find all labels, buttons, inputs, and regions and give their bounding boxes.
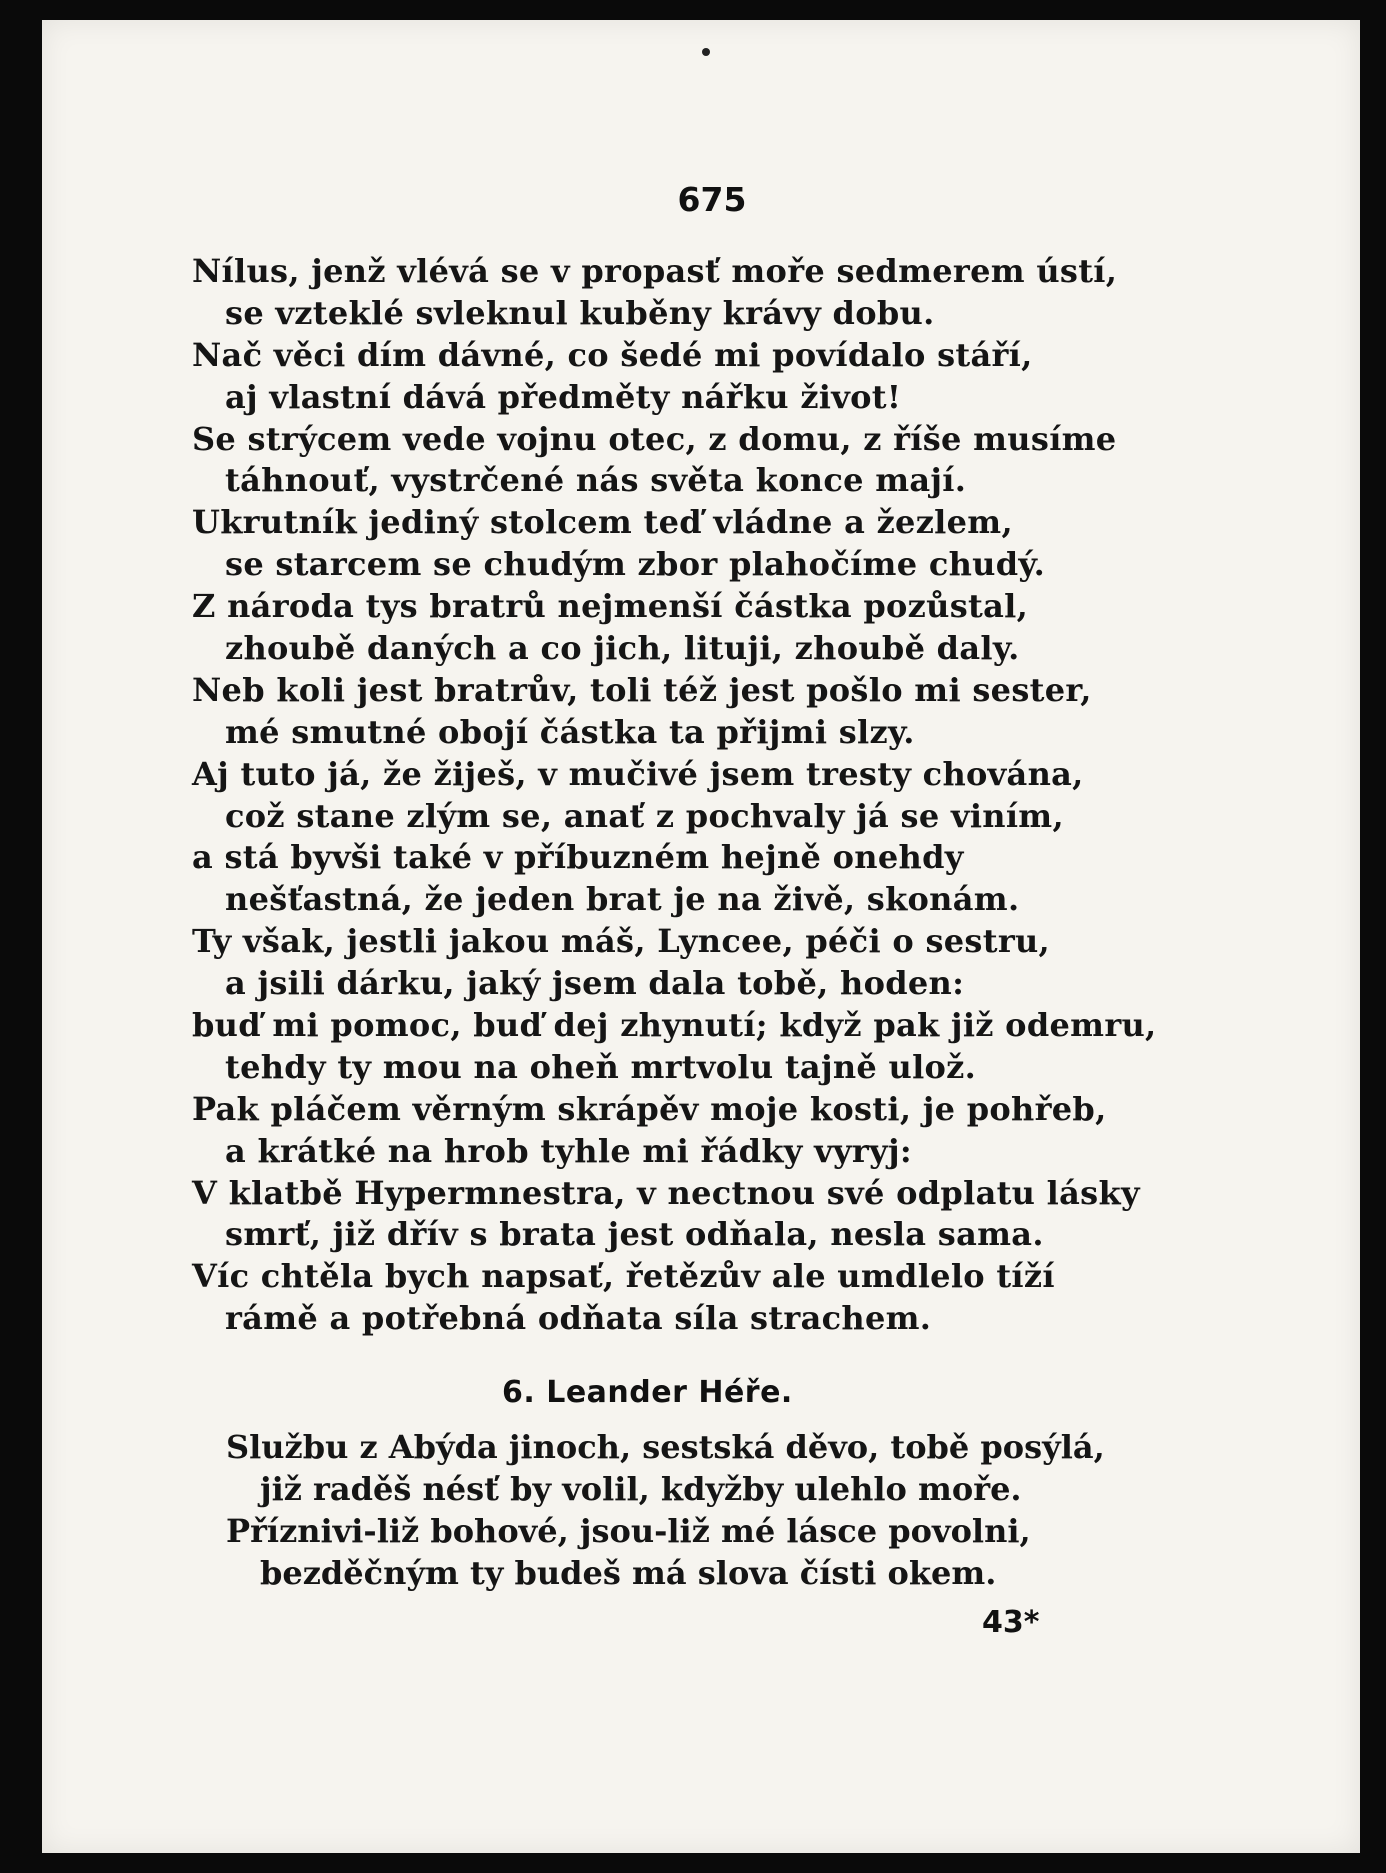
- poem-line: což stane zlým se, anať z pochvaly já se viním,: [225, 796, 1064, 835]
- poem-line: rámě a potřebná odňata síla strachem.: [225, 1299, 932, 1338]
- section-heading: 6. Leander Héře.: [502, 1375, 793, 1410]
- poem-line: a krátké na hrob tyhle mi řádky vyryj:: [225, 1131, 912, 1170]
- poem-line: Víc chtěla bych napsať, řetězův ale umdlelo tíží: [192, 1257, 1055, 1296]
- poem-line: tehdy ty mou na oheň mrtvolu tajně ulož.: [225, 1047, 977, 1086]
- signature-mark: 43*: [982, 1605, 1040, 1640]
- poem-line: již raděš nésť by volil, kdyžby ulehlo moře.: [260, 1469, 1022, 1508]
- poem-line: aj vlastní dává předměty nářku život!: [225, 377, 902, 416]
- poem-line: táhnouť, vystrčené nás světa konce mají.: [225, 461, 967, 500]
- poem-line: Službu z Abýda jinoch, sestská děvo, tobě posýlá,: [226, 1428, 1105, 1466]
- book-page: [42, 20, 1360, 1853]
- poem-line: Ty však, jestli jakou máš, Lyncee, péči o sestru,: [192, 922, 1050, 961]
- poem-line: Neb koli jest bratrův, toli též jest pošlo mi sester,: [192, 670, 1092, 709]
- poem-line: Aj tuto já, že žiješ, v mučivé jsem tresty chována,: [192, 754, 1084, 793]
- poem-stanza-1: [192, 251, 1157, 1340]
- poem-line: Se strýcem vede vojnu otec, z domu, z říše musíme: [192, 419, 1117, 458]
- poem-line: Nač věci dím dávné, co šedé mi povídalo stáří,: [192, 335, 1033, 374]
- poem-line: a stá byvši také v příbuzném hejně onehdy: [192, 838, 964, 877]
- poem-stanza-2: [226, 1427, 1126, 1595]
- poem-line: V klatbě Hypermnestra, v nectnou své odplatu lásky: [192, 1173, 1140, 1212]
- poem-line: nešťastná, že jeden brat je na živě, skonám.: [225, 880, 1020, 919]
- page-number: 675: [677, 180, 747, 219]
- ink-dot: [702, 48, 710, 56]
- poem-line: Nílus, jenž vlévá se v propasť moře sedmerem ústí,: [192, 252, 1118, 290]
- poem-line: se starcem se chudým zbor plahočíme chudý.: [225, 545, 1046, 584]
- poem-line: a jsili dárku, jaký jsem dala tobě, hoden:: [225, 964, 965, 1003]
- poem-line: Příznivi-liž bohové, jsou-liž mé lásce povolni,: [226, 1511, 1031, 1550]
- poem-line: buď mi pomoc, buď dej zhynutí; když pak již odemru,: [192, 1006, 1157, 1045]
- poem-line: Pak pláčem věrným skrápěv moje kosti, je pohřeb,: [192, 1089, 1107, 1128]
- poem-line: smrť, již dřív s brata jest odňala, nesla sama.: [225, 1215, 1044, 1254]
- poem-line: Ukrutník jediný stolcem teď vládne a žezlem,: [192, 503, 1013, 542]
- poem-line: zhoubě daných a co jich, lituji, zhoubě daly.: [225, 629, 1020, 668]
- poem-line: mé smutné obojí částka ta přijmi slzy.: [225, 712, 915, 751]
- poem-line: se vzteklé svleknul kuběny krávy dobu.: [225, 293, 935, 332]
- poem-line: Z národa tys bratrů nejmenší částka pozůstal,: [192, 587, 1029, 626]
- poem-line: bezděčným ty budeš má slova čísti okem.: [260, 1553, 997, 1592]
